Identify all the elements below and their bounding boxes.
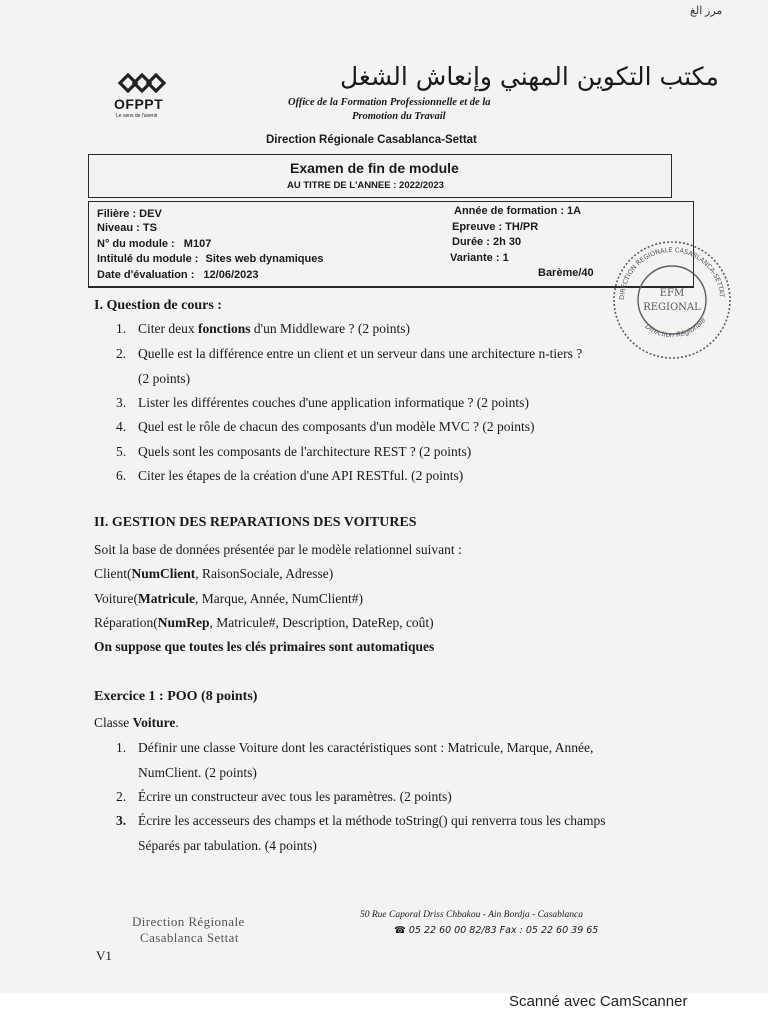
question-number: 1. bbox=[116, 321, 127, 336]
question-6 bbox=[116, 467, 463, 485]
item-number: 1. bbox=[116, 740, 127, 755]
relation-key: NumClient bbox=[131, 566, 196, 581]
item-text: NumClient. (2 points) bbox=[138, 765, 257, 780]
relation-reparation bbox=[94, 614, 434, 632]
intitule-label: Intitulé du module : bbox=[97, 253, 199, 265]
intitule-value: Sites web dynamiques bbox=[205, 253, 324, 265]
relation-pre: Voiture( bbox=[94, 591, 138, 606]
module-title bbox=[97, 253, 323, 265]
version-label: V1 bbox=[96, 948, 112, 963]
exercise-item-2 bbox=[116, 788, 452, 806]
logo-text: OFPPT bbox=[114, 96, 164, 112]
relation-key: NumRep bbox=[157, 615, 210, 630]
camscanner-watermark: Scanné avec CamScanner bbox=[509, 993, 688, 1010]
question-2 bbox=[116, 345, 582, 363]
date-label: Date d'évaluation : bbox=[97, 269, 195, 281]
duree: Durée : 2h 30 bbox=[452, 236, 522, 248]
question-5 bbox=[116, 443, 471, 461]
footer-direction-2: Casablanca Settat bbox=[140, 930, 239, 945]
question-text: Citer les étapes de la création d'une API RESTful. (2 points) bbox=[138, 468, 464, 483]
exercise1-class bbox=[94, 714, 179, 732]
question-text: Quelle est la différence entre un client et un serveur dans une architecture n-tiers ? bbox=[138, 346, 583, 361]
ofppt-logo bbox=[112, 68, 172, 124]
exam-year: AU TITRE DE L'ANNEE : 2022/2023 bbox=[287, 180, 444, 191]
relation-key: Matricule bbox=[138, 591, 195, 606]
item-number: 2. bbox=[116, 789, 127, 804]
exam-title: Examen de fin de module bbox=[290, 160, 459, 176]
question-text-bold: fonctions bbox=[198, 321, 251, 336]
stamp-line-1: EFM bbox=[659, 288, 685, 299]
question-number: 6. bbox=[116, 468, 127, 483]
primary-keys-note: On suppose que toutes les clés primaires sont automatiques bbox=[94, 639, 435, 654]
exercise-item-3-cont bbox=[116, 837, 317, 855]
niveau: Niveau : TS bbox=[97, 222, 157, 234]
class-post: . bbox=[175, 715, 179, 730]
question-number: 3. bbox=[116, 395, 127, 410]
epreuve: Epreuve : TH/PR bbox=[452, 221, 539, 233]
item-text: Écrire un constructeur avec tous les paramètres. (2 points) bbox=[138, 789, 452, 804]
section2-intro: Soit la base de données présentée par le modèle relationnel suivant : bbox=[94, 542, 462, 557]
question-number: 4. bbox=[116, 419, 127, 434]
exercise-item-1-cont bbox=[116, 764, 257, 782]
stamp-ring-top: DIRECTION REGIONALE CASABLANCA-SETTAT bbox=[617, 245, 726, 301]
direction-title: Direction Régionale Casablanca-Settat bbox=[266, 134, 477, 146]
relation-post: , RaisonSociale, Adresse) bbox=[195, 566, 334, 581]
question-text: (2 points) bbox=[138, 371, 191, 386]
office-line-2: Promotion du Travail bbox=[352, 111, 446, 122]
relation-post: , Matricule#, Description, DateRep, coût) bbox=[209, 615, 434, 630]
question-number: 5. bbox=[116, 444, 127, 459]
question-3 bbox=[116, 394, 529, 412]
class-pre: Classe bbox=[94, 715, 133, 730]
question-text: Lister les différentes couches d'une application informatique ? (2 points) bbox=[138, 395, 529, 410]
question-4 bbox=[116, 418, 534, 436]
section2-title: II. GESTION DES REPARATIONS DES VOITURES bbox=[94, 515, 417, 530]
stamp-line-2: REGIONAL bbox=[643, 302, 701, 313]
stamp-icon bbox=[610, 238, 734, 362]
question-text-post: d'un Middleware ? (2 points) bbox=[250, 321, 411, 336]
stamp-ring-bottom: Direction Régionale bbox=[643, 316, 708, 340]
date-value: 12/06/2023 bbox=[203, 269, 259, 281]
relation-client bbox=[94, 565, 333, 583]
module-value: M107 bbox=[183, 238, 212, 250]
logo-subtext: Le sens de l'avenir bbox=[116, 113, 158, 119]
svg-text:Direction Régionale bbox=[644, 316, 708, 339]
exercise-item-3 bbox=[116, 812, 605, 830]
footer-address: 50 Rue Caporal Driss Chbakou - Ain Bordja - Casablanca bbox=[360, 910, 583, 920]
question-text: Quels sont les composants de l'architecture REST ? (2 points) bbox=[138, 444, 472, 459]
variante: Variante : 1 bbox=[450, 252, 509, 264]
relation-voiture bbox=[94, 590, 363, 608]
exercise-item-1 bbox=[116, 739, 593, 757]
question-2-cont bbox=[116, 370, 190, 388]
ofppt-logo-icon bbox=[112, 68, 172, 98]
relation-post: , Marque, Année, NumClient#) bbox=[194, 591, 363, 606]
item-number: 3. bbox=[116, 813, 127, 828]
relation-pre: Client( bbox=[94, 566, 132, 581]
office-line-1: Office de la Formation Professionnelle et de la bbox=[288, 97, 491, 108]
exercise1-title: Exercice 1 : POO (8 points) bbox=[94, 689, 258, 704]
filiere: Filière : DEV bbox=[97, 208, 162, 220]
question-text: Quel est le rôle de chacun des composants d'un modèle MVC ? (2 points) bbox=[138, 419, 535, 434]
question-1 bbox=[116, 320, 410, 338]
section1-title: I. Question de cours : bbox=[94, 298, 222, 313]
item-text: Séparés par tabulation. (4 points) bbox=[138, 838, 317, 853]
efm-stamp bbox=[610, 238, 734, 362]
question-text-pre: Citer deux bbox=[138, 321, 198, 336]
corner-note: مرز الغ bbox=[690, 5, 723, 17]
arabic-title: مكتب التكوين المهني وإنعاش الشغل bbox=[340, 62, 719, 91]
question-number: 2. bbox=[116, 346, 127, 361]
module-label: N° du module : bbox=[97, 238, 175, 250]
item-text: Écrire les accesseurs des champs et la méthode toString() qui renverra tous les champs bbox=[138, 813, 606, 828]
item-text: Définir une classe Voiture dont les caractéristiques sont : Matricule, Marque, Année, bbox=[138, 740, 594, 755]
evaluation-date bbox=[97, 269, 258, 281]
info-box-divider bbox=[88, 287, 694, 288]
class-name: Voiture bbox=[132, 715, 176, 730]
relation-pre: Réparation( bbox=[94, 615, 158, 630]
annee-formation: Année de formation : 1A bbox=[454, 205, 582, 217]
module-number bbox=[97, 238, 211, 250]
footer-direction-1: Direction Régionale bbox=[132, 914, 245, 929]
footer-phone: ☎ 05 22 60 00 82/83 Fax : 05 22 60 39 65 bbox=[394, 925, 599, 936]
bareme: Barème/40 bbox=[538, 267, 594, 279]
